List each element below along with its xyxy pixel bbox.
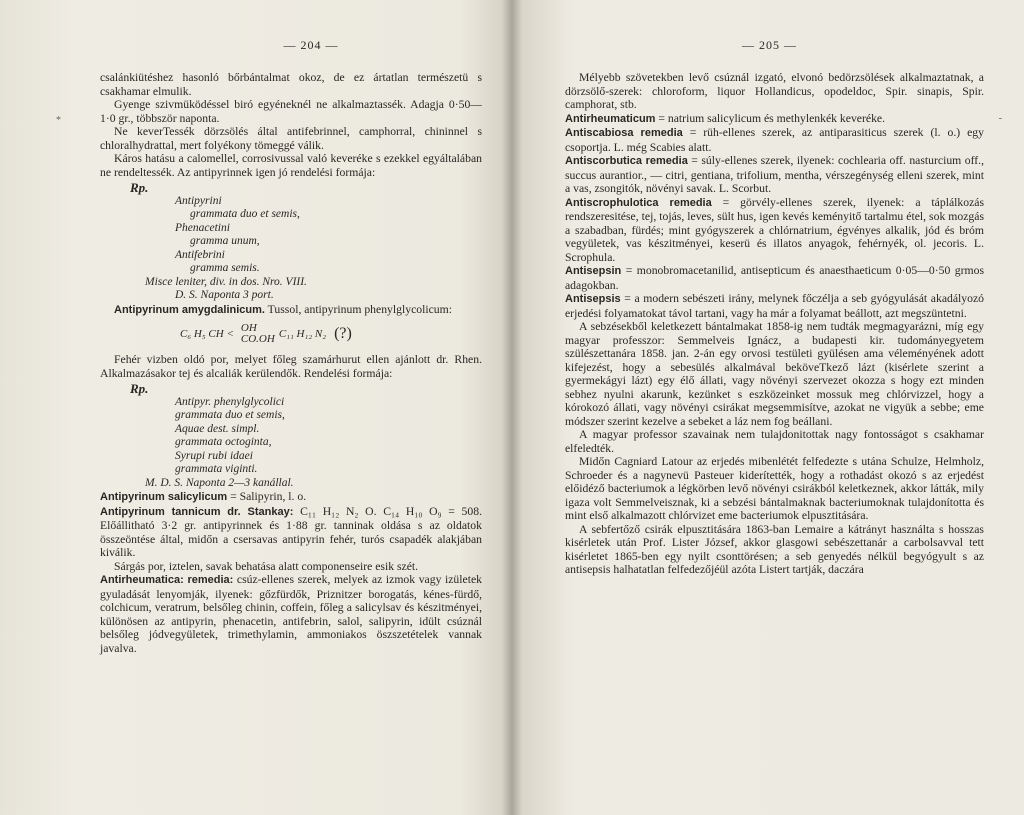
entry-term: Antiscorbutica remedia [565,155,688,167]
entry-antisepsis [565,292,984,320]
entry-antiscorbutica [565,154,984,196]
rx-head: Rp. [130,381,149,396]
margin-mark: * [56,115,61,126]
rx-head: Rp. [130,180,149,195]
paragraph: Midőn Cagniard Latour az erjedés mibenlétét felfedezte s utána Schulze, Helmholz, Schroeder és a nagynevü Pasteuer kiderítették, hogy a rothadást okozó s az erjedést előidéző bacteriumok a légkörben levő növényi csirákból keletkeznek, akkor látták, mily igaza volt Semmelveisznak, ki a sebzési bántalmaknak bacteriumoknak tulajdonította és mint első alkalmazott chlórvizet eme bacteriumok elpusztitására. [565,455,984,522]
right-page [512,0,1024,815]
entry-term: Antisepsis [565,293,621,305]
rx-line: grammata duo et semis, [190,208,300,220]
formula-tail: C₁₁ H₁₂ N₂ [278,328,327,340]
entry-text: = monobromacetanilid, antisepticum és anaesthaeticum 0·05—0·50 grmos adagokban. [565,264,984,292]
entry-term: Antisepsin [565,265,622,277]
margin-mark-right: - [998,113,1002,124]
chemical-formula [100,321,482,347]
rx-line: Antipyrini [175,194,222,207]
paragraph: csalánkiütéshez hasonló bőrbántalmat okoz, de ez ártatlan természetü s csakhamar elmulik. [100,71,482,98]
rx-line: D. S. Naponta 3 port. [175,289,274,301]
formula-stack [241,323,275,345]
entry-term: Antipyrinum amygdalinicum. [114,303,265,316]
paragraph: A sebzésekből keletkezett bántalmakat 1858-ig nem tudták megmagyarázni, míg egy magyar professzor: Semmelveis Ignácz, a budapesti kir. tudományegyetem szülészettanára 1858. jan. 2-án egy orvosi testületi gyülésen ama véleményének adott kifejezést, hogy a sebesülés alkalmával beköveTkező lázt (kisérlete szerint a gyermekágyi lázt) egy élő állati, vagy növényi szervezet okozza s hogy ezt minden sebhez nyulni akarunk, kezünket s eszközeinket mossuk meg chlórvizzel, hogy a kórokozó állati, vagy növényi csirákat megsemmisítve, azokat ne vigyük a sebbe; eme módszer szerint kezelve a sebeket a láz nem fog beállani. [565,320,984,428]
formula-top: OH [240,322,257,334]
entry-amygdalinicum [100,303,482,318]
entry-term: Antiscrophulotica remedia [565,196,712,209]
rx-signature: M. D. S. Naponta 2—3 kanállal. [145,476,294,489]
left-page-number: — 204 — [283,38,339,52]
right-page-number: — 205 — [742,38,797,52]
paragraph: Ne keverTessék dörzsölés által antifebrinnel, camphorral, chininnel s chloralhydrattal, mert folyékony tömeggé válik. [100,125,482,152]
entry-antirheumatica [100,573,482,655]
entry-term: Antirheumaticum [565,112,656,125]
entry-text: = rüh-ellenes szerek, az antiparasiticus szerek (l. o.) egy csoportja. L. még Scabies alatt. [565,126,984,154]
rx-line: Phenacetini [175,221,230,234]
formula-bottom: CO.OH [240,333,275,345]
entry-text: C₁₁ H₁₂ N₂ O. C₁₄ H₁₀ O₉ = 508. Előállitható 3·2 gr. antipyrinnek és 1·88 gr. tanninak oldása s az oldatok összeöntése által, midőn a csersavas antipyrin fehér, turós csapadék alakjában kiválik. [100,504,482,559]
rx-line: Antipyr. phenylglycolici [175,395,285,408]
rx-line: gramma unum, [190,235,260,247]
entry-text: = görvély-ellenes szerek, ilyenek: a táplálkozás rendszeresitése, tej, tojás, leves, sült hus, igen kevés keményitő tartalmu étel, sok mozgás a szabadban, fürdés; mint gyógyszerek a chlórnatrium, égvényes alkalik, jód és bróm vegyületek, vas készitményei, keserü és illatos anyagok, fehérnyék, ol. jecoris. L. Scrophula. [565,195,984,264]
entry-text: = súly-ellenes szerek, ilyenek: cochlearia off. nasturcium off., succus aurantior., — citri, gentiana, trifolium, mentha, vérszegénység elleni szerek, mint a vas, zsongitók, növényi savak. L. Scorbut. [565,154,984,195]
paragraph: A sebfertőző csirák elpusztitására 1863-ban Lemaire a kátrányt használta s hosszas kisérletek után Prof. Lister József, akkor glasgowi sebészettanár a carbolsavval tett kisérletet 1865-ben egy nyilt csonttörésen; a seb genyedés nélkül begyógyult s az antisepsis halhatatlan felfedezőjéül azóta Listert tartják, daczára [565,522,984,576]
entry-antiscabiosa [565,126,984,154]
entry-text: = Salipyrin, l. o. [227,490,307,503]
paragraph: Káros hatásu a calomellel, corrosivussal való keveréke s ezekkel egyáltalában ne rendeltessék. Az antipyrinnek igen jó rendelési formája: [100,152,482,179]
rx-line: grammata duo et semis, [175,409,285,421]
entry-text: Tussol, antipyrinum phenylglycolicum: [264,302,452,316]
rx-line: grammata octoginta, [175,436,272,448]
entry-text: = a modern sebészeti irány, melynek főczélja a seb gyógyulását akadályozó erjedési folyamatokat távol tartani, vagy ha már a folyamat beállott, azt megszüntetni. [565,292,984,320]
entry-term: Antiscabiosa remedia [565,127,683,139]
paragraph: Gyenge szivmüködéssel biró egyéneknél ne alkalmaztassék. Adagja 0·50—1·0 gr., többször naponta. [100,98,482,125]
paragraph: Mélyebb szövetekben levő csúznál izgató, elvonó bedörzsölések alkalmaztatnak, a dörzsölő-szerek: chloroform, liquor Hollandicus, opodeldoc, Spir. sinapis, Spir. camphorat, stb. [565,71,984,111]
prescription-2 [100,382,482,490]
paragraph: Fehér vizben oldó por, melyet főleg szamárhurut ellen ajánlott dr. Rhen. Alkalmazásakor tej és alcaliák kerülendők. Rendelési formája: [100,353,482,380]
entry-antisepsin [565,264,984,292]
entry-term: Antipyrinum tannicum dr. Stankay: [100,505,294,518]
entry-text: csúz-ellenes szerek, melyek az izmok vagy izületek gyuladását lenyomják, ilyenek: gőzfürdők, Priznitzer borogatás, kénes-fürdő, colchicum, veratrum, belsőleg chinin, coffein, főleg a salicylsav és készitményei, különösen az antipyrin, phenacetin, antifebrin, salol, salipyrin, idült csúznál belsőleg jódvegyületek, trimethylamin, ammoniakos öszszetételek vannak javalva. [100,573,482,655]
formula-query: (?) [334,325,352,342]
entry-tannicum [100,505,482,560]
entry-term: Antirheumatica: remedia: [100,574,234,586]
rx-line: Misce leniter, div. in dos. Nro. VIII. [145,275,307,288]
rx-line: Syrupi rubi idaei [175,449,253,462]
rx-line: gramma semis. [190,262,260,274]
rx-line: grammata viginti. [175,463,258,475]
prescription-1 [100,181,482,303]
entry-term: Antipyrinum salicylicum [100,491,228,503]
entry-antirheumaticum [565,112,984,127]
rx-line: Aquae dest. simpl. [175,422,260,435]
formula-main: C₆ H₅ CH < [180,328,234,340]
entry-antiscrophulotica [565,196,984,265]
paragraph: A magyar professor szavainak nem tulajdonitottak nagy fontosságot s csakhamar elfeledték. [565,428,984,455]
entry-text: = natrium salicylicum és methylenkék keveréke. [655,111,886,125]
rx-line: Antifebrini [175,248,225,261]
entry-salicylicum [100,490,482,505]
paragraph: Sárgás por, iztelen, savak behatása alatt componenseire esik szét. [114,559,419,573]
